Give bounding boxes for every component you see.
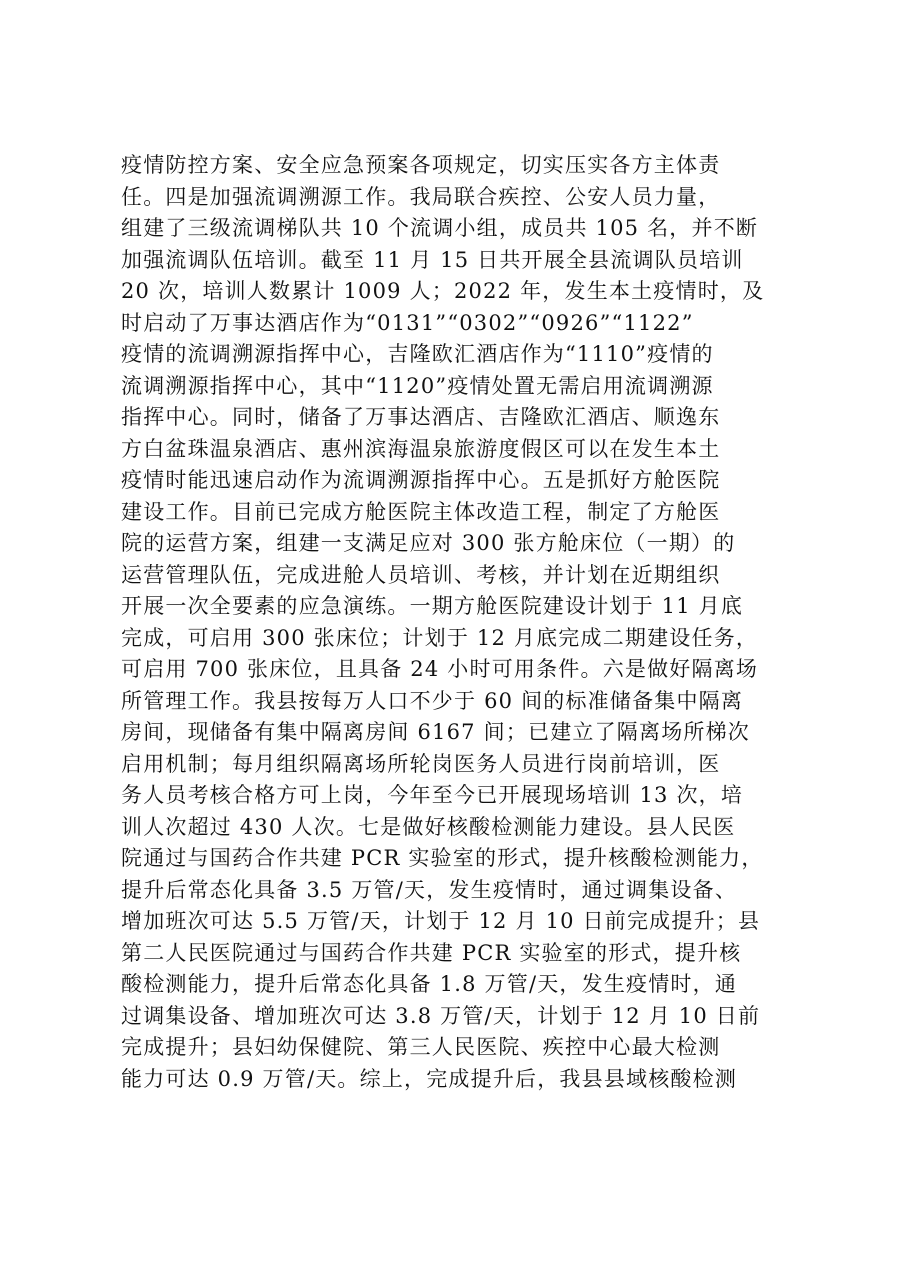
text-line-7: 疫情的流调溯源指挥中心，吉隆欧汇酒店作为“1110”疫情的	[121, 342, 714, 366]
text-line-24: 提升后常态化具备 3.5 万管/天，发生疫情时，通过调集设备、	[121, 877, 738, 902]
text-line-28: 过调集设备、增加班次可达 3.8 万管/天，计划于 12 月 10 日前	[121, 1003, 761, 1028]
text-line-13: 院的运营方案，组建一支满足应对 300 张方舱床位（一期）的	[121, 531, 736, 555]
text-line-26: 第二人民医院通过与国药合作共建 PCR 实验室的形式，提升核	[121, 940, 742, 965]
text-line-2: 任。四是加强流调溯源工作。我局联合疾控、公安人员力量，	[121, 184, 721, 209]
text-line-8: 流调溯源指挥中心，其中“1120”疫情处置无需启用流调溯源	[121, 373, 714, 398]
text-line-18: 所管理工作。我县按每万人口不少于 60 间的标准储备集中隔离	[121, 688, 744, 713]
text-line-23: 院通过与国药合作共建 PCR 实验室的形式，提升核酸检测能力，	[121, 846, 764, 870]
text-line-25: 增加班次可达 5.5 万管/天，计划于 12 月 10 日前完成提升；县	[121, 909, 761, 933]
text-line-19: 房间，现储备有集中隔离房间 6167 间；已建立了隔离场所梯次	[121, 720, 750, 744]
text-line-5: 20 次，培训人数累计 1009 人；2022 年，发生本土疫情时，及	[121, 279, 765, 303]
text-line-1: 疫情防控方案、安全应急预案各项规定，切实压实各方主体责	[121, 153, 721, 177]
text-line-27: 酸检测能力，提升后常态化具备 1.8 万管/天，发生疫情时，通	[121, 972, 738, 996]
text-line-15: 开展一次全要素的应急演练。一期方舱医院建设计划于 11 月底	[121, 594, 744, 618]
text-line-20: 启用机制；每月组织隔离场所轮岗医务人员进行岗前培训，医	[121, 751, 721, 776]
text-line-29: 完成提升；县妇幼保健院、第三人民医院、疾控中心最大检测	[121, 1035, 721, 1059]
body-paragraph	[121, 150, 811, 1095]
text-line-30: 能力可达 0.9 万管/天。综上，完成提升后，我县县域核酸检测	[121, 1066, 738, 1091]
text-line-9: 指挥中心。同时，储备了万事达酒店、吉隆欧汇酒店、顺逸东	[121, 405, 721, 429]
text-line-3: 组建了三级流调梯队共 10 个流调小组，成员共 105 名，并不断	[121, 216, 759, 240]
text-line-22: 训人次超过 430 人次。七是做好核酸检测能力建设。县人民医	[121, 814, 736, 839]
text-line-6: 时启动了万事达酒店作为“0131”“0302”“0926”“1122”	[121, 310, 694, 335]
text-line-16: 完成，可启用 300 张床位；计划于 12 月底完成二期建设任务，	[121, 625, 759, 650]
text-line-11: 疫情时能迅速启动作为流调溯源指挥中心。五是抓好方舱医院	[121, 468, 721, 492]
text-line-10: 方白盆珠温泉酒店、惠州滨海温泉旅游度假区可以在发生本土	[121, 436, 721, 461]
text-line-12: 建设工作。目前已完成方舱医院主体改造工程，制定了方舱医	[121, 499, 721, 524]
text-line-17: 可启用 700 张床位，且具备 24 小时可用条件。六是做好隔离场	[121, 657, 759, 681]
text-line-4: 加强流调队伍培训。截至 11 月 15 日共开展全县流调队员培训	[121, 247, 744, 272]
text-line-14: 运营管理队伍，完成进舱人员培训、考核，并计划在近期组织	[121, 562, 721, 587]
text-line-21: 务人员考核合格方可上岗，今年至今已开展现场培训 13 次，培	[121, 783, 744, 807]
